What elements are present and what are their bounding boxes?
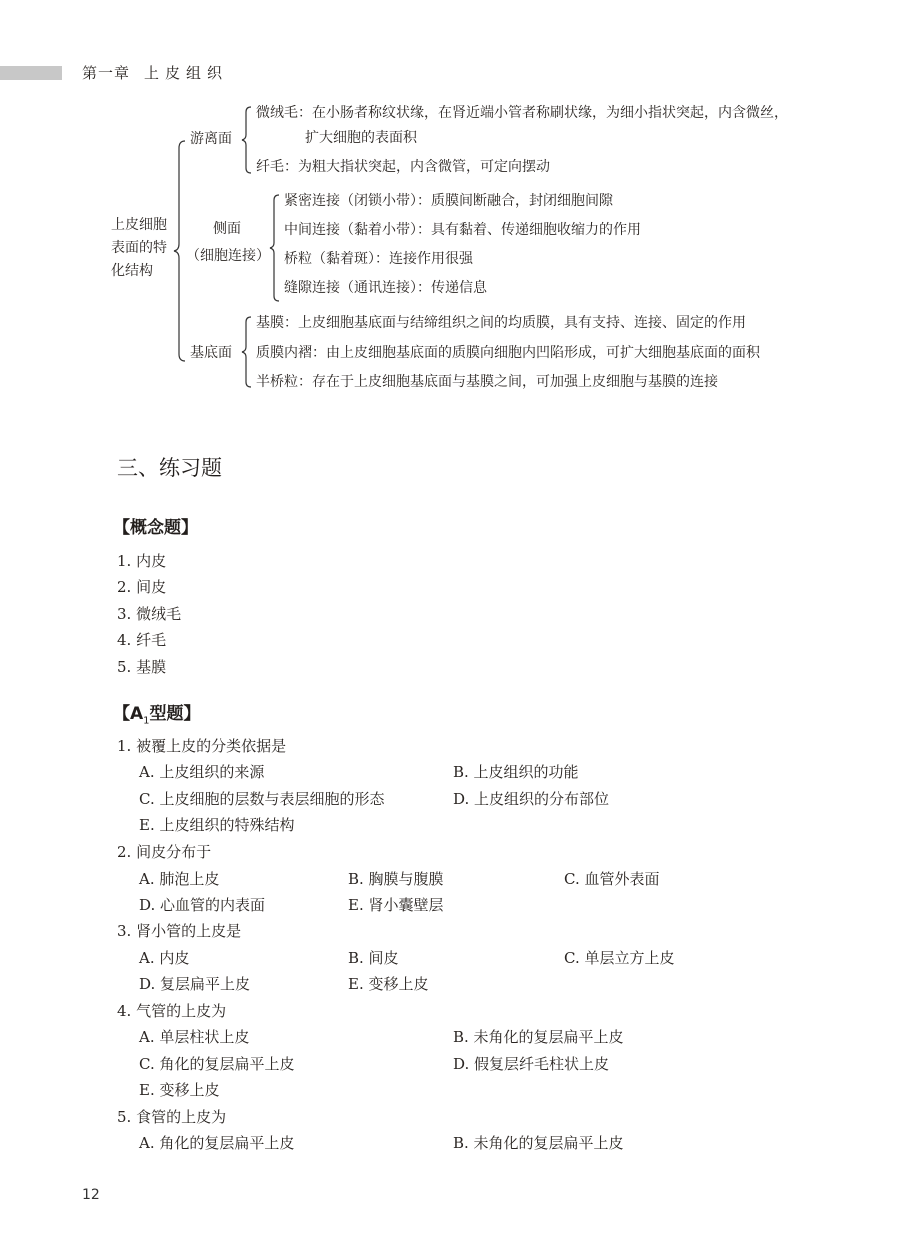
page-number: 12: [82, 1187, 100, 1203]
item-hemidesmosome: 半桥粒：存在于上皮细胞基底面与基膜之间，可加强上皮细胞与基膜的连接: [256, 374, 718, 390]
chapter-title: 上皮组织: [144, 64, 229, 82]
question-stem: 3. 肾小管的上皮是: [117, 922, 242, 940]
a1-heading-close: 型题】: [149, 704, 201, 724]
item-gap-junction: 缝隙连接（通讯连接）：传递信息: [284, 280, 487, 296]
question-stem: 1. 被覆上皮的分类依据是: [117, 737, 287, 755]
diagram-root-line-2: 表面的特: [111, 240, 167, 256]
a1-heading-open: 【A: [113, 704, 144, 724]
question-option: B. 未角化的复层扁平上皮: [453, 1134, 624, 1152]
question-stem: 5. 食管的上皮为: [117, 1108, 227, 1126]
question-stem: 2. 间皮分布于: [117, 843, 212, 861]
header-accent-bar: [0, 66, 62, 80]
branch-basal-surface: 基底面: [190, 345, 232, 361]
question-stem: 4. 气管的上皮为: [117, 1002, 227, 1020]
concept-item: 3. 微绒毛: [117, 605, 182, 623]
question-option: D. 假复层纤毛柱状上皮: [453, 1055, 610, 1073]
question-option: E. 变移上皮: [348, 975, 429, 993]
question-option: C. 血管外表面: [564, 870, 660, 888]
branch-lateral-surface-note: （细胞连接）: [186, 248, 270, 264]
question-option: D. 上皮组织的分布部位: [453, 790, 610, 808]
question-option: A. 单层柱状上皮: [139, 1028, 250, 1046]
brace-basal-surface-icon: [240, 316, 254, 388]
question-option: A. 角化的复层扁平上皮: [139, 1134, 295, 1152]
item-microvilli-cont: 扩大细胞的表面积: [305, 130, 417, 146]
question-option: C. 单层立方上皮: [564, 949, 675, 967]
item-intermediate-junction: 中间连接（黏着小带）：具有黏着、传递细胞收缩力的作用: [284, 222, 641, 238]
item-basement-membrane: 基膜：上皮细胞基底面与结缔组织之间的均质膜，具有支持、连接、固定的作用: [256, 315, 746, 331]
question-option: A. 上皮组织的来源: [139, 763, 265, 781]
diagram-root-line-1: 上皮细胞: [111, 217, 167, 233]
a1-heading-subscript: 1: [143, 715, 150, 727]
a1-heading: [113, 699, 201, 726]
diagram-root-line-3: 化结构: [111, 263, 153, 279]
item-plasma-infolding: 质膜内褶：由上皮细胞基底面的质膜向细胞内凹陷形成，可扩大细胞基底面的面积: [256, 345, 760, 361]
concept-item: 1. 内皮: [117, 552, 167, 570]
concept-item: 2. 间皮: [117, 578, 167, 596]
concept-item: 4. 纤毛: [117, 631, 167, 649]
item-desmosome: 桥粒（黏着斑）：连接作用很强: [284, 251, 473, 267]
brace-lateral-surface-icon: [268, 194, 282, 302]
question-option: A. 肺泡上皮: [139, 870, 220, 888]
question-option: D. 心血管的内表面: [139, 896, 266, 914]
item-cilia: 纤毛：为粗大指状突起，内含微管，可定向摆动: [256, 159, 550, 175]
item-tight-junction: 紧密连接（闭锁小带）：质膜间断融合，封闭细胞间隙: [284, 193, 613, 209]
concept-item: 5. 基膜: [117, 658, 167, 676]
question-option: B. 胸膜与腹膜: [348, 870, 444, 888]
brace-free-surface-icon: [240, 106, 254, 174]
branch-lateral-surface: 侧面: [213, 221, 241, 237]
concept-heading: 【概念题】: [113, 518, 198, 538]
branch-free-surface: 游离面: [190, 131, 232, 147]
question-option: A. 内皮: [139, 949, 190, 967]
question-option: B. 未角化的复层扁平上皮: [453, 1028, 624, 1046]
question-option: E. 变移上皮: [139, 1081, 220, 1099]
chapter-label: 第一章: [82, 64, 131, 82]
section-title: 三、练习题: [117, 456, 222, 480]
question-option: C. 角化的复层扁平上皮: [139, 1055, 295, 1073]
question-option: C. 上皮细胞的层数与表层细胞的形态: [139, 790, 385, 808]
question-option: B. 间皮: [348, 949, 399, 967]
question-option: B. 上皮组织的功能: [453, 763, 579, 781]
question-option: E. 上皮组织的特殊结构: [139, 816, 295, 834]
item-microvilli: 微绒毛：在小肠者称纹状缘，在肾近端小管者称刷状缘，为细小指状突起，内含微丝，: [256, 105, 788, 121]
running-header: [82, 62, 228, 83]
question-option: E. 肾小囊壁层: [348, 896, 444, 914]
question-option: D. 复层扁平上皮: [139, 975, 251, 993]
